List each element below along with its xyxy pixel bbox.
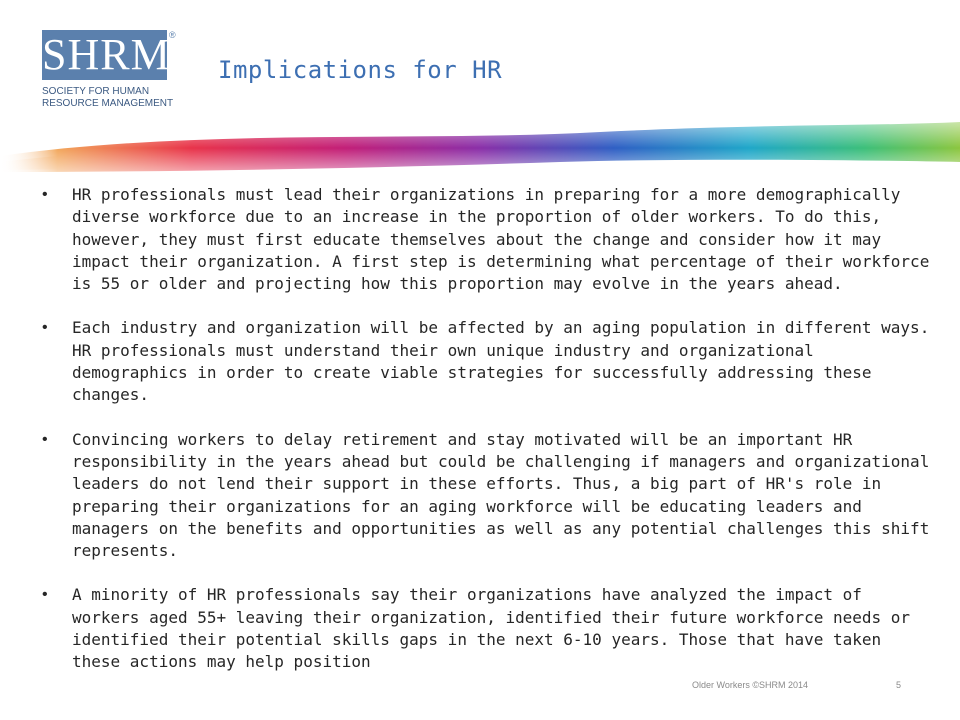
bullet-item (42, 317, 932, 406)
slide-title: Implications for HR (218, 56, 503, 84)
bullet-item (42, 184, 932, 295)
bullet-text: A minority of HR professionals say their organizations have analyzed the impact of workers aged 55+ leaving their organization, identified their future workforce needs or identified their potential skills gaps in the next 6-10 years. Those that have taken these actions may help position (72, 585, 911, 672)
footer-source: Older Workers ©SHRM 2014 (692, 680, 808, 690)
logo-subtitle (42, 86, 182, 110)
bullet-list (42, 184, 932, 696)
bullet-item (42, 584, 932, 673)
bullet-marker: • (42, 186, 48, 203)
shrm-logo (42, 30, 182, 112)
registered-mark: ® (169, 30, 176, 40)
bullet-item (42, 429, 932, 563)
bullet-text: Convincing workers to delay retirement and stay motivated will be an important HR responsibility in the years ahead but could be challenging if managers and organizational leaders do not lend their support in these efforts. Thus, a big part of HR's role in preparing their organizations for an aging workforce will be educating leaders and managers on the benefits and opportunities as well as any potential challenges this shift represents. (72, 429, 930, 561)
page-number: 5 (896, 680, 902, 690)
logo-subtitle-line2: RESOURCE MANAGEMENT (42, 98, 174, 109)
bullet-marker: • (42, 319, 48, 337)
bullet-text: Each industry and organization will be affected by an aging population in different ways. HR professionals must understand their own unique industry and organizational demographics in order to create viable strategies for successfully addressing these changes. (72, 318, 930, 405)
bullet-marker: • (42, 586, 48, 604)
logo-subtitle-line1: SOCIETY FOR HUMAN (42, 86, 150, 97)
bullet-text: HR professionals must lead their organizations in preparing for a more demographically diverse workforce due to an increase in the proportion of older workers. To do this, however, they must first educate themselves about the change and consider how it may impact their organization. A first step is determining what percentage of their workforce is 55 or older and projecting how this proportion may evolve in the years ahead. (72, 185, 930, 294)
logo-letters: SHRM (42, 30, 171, 79)
decorative-color-banner (0, 122, 960, 174)
bullet-marker: • (42, 430, 48, 448)
